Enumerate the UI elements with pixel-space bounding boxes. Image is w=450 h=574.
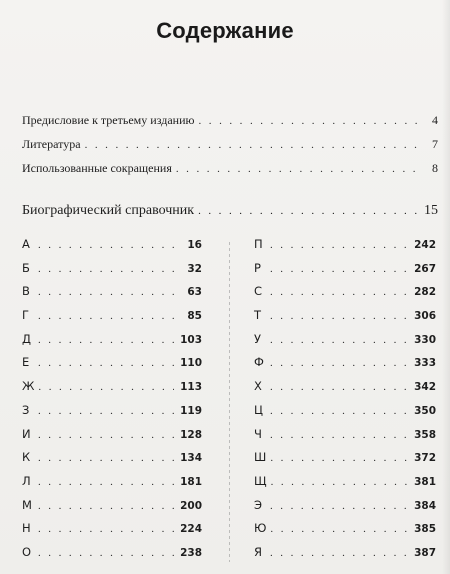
toc-entry-page: 4 <box>432 113 438 127</box>
dot-leader <box>270 429 408 441</box>
dot-leader <box>270 523 408 535</box>
section-heading: Биографический справочник <box>22 203 195 218</box>
dot-leader <box>270 310 408 322</box>
letter-page: 16 <box>187 239 202 251</box>
letter-label: П <box>254 237 263 251</box>
letter-entry[interactable] <box>22 474 202 498</box>
letter-entry[interactable] <box>254 332 436 356</box>
letter-page: 224 <box>180 523 202 536</box>
letter-page: 358 <box>414 428 436 441</box>
letters-column-right <box>254 237 436 569</box>
letter-entry[interactable] <box>254 308 436 332</box>
letter-label: Ф <box>254 355 264 370</box>
letter-page: 63 <box>187 286 202 299</box>
dot-leader <box>270 381 408 393</box>
letter-page: 387 <box>414 546 436 559</box>
letter-page: 330 <box>414 333 436 346</box>
dot-leader <box>270 263 408 275</box>
letter-label: Ж <box>22 379 35 394</box>
letter-entry[interactable] <box>22 261 202 285</box>
dot-leader <box>38 381 174 393</box>
letter-label: Э <box>254 497 263 512</box>
letter-entry[interactable] <box>254 450 436 474</box>
dot-leader <box>270 334 408 346</box>
letter-label: Т <box>254 308 262 323</box>
toc-entry-page: 7 <box>432 137 438 151</box>
dot-leader <box>270 357 408 369</box>
letter-label: А <box>22 237 30 251</box>
letter-page: 333 <box>414 357 436 370</box>
letter-entry[interactable] <box>254 474 436 498</box>
letter-page: 282 <box>414 286 436 299</box>
letter-label: Л <box>22 473 31 488</box>
dot-leader <box>271 476 408 488</box>
dot-leader <box>270 239 408 251</box>
dot-leader <box>38 547 174 559</box>
letter-page: 372 <box>414 452 436 465</box>
letters-column-left <box>22 237 202 569</box>
letter-entry[interactable] <box>254 355 436 379</box>
dot-leader <box>270 405 408 417</box>
letter-label: И <box>22 426 31 441</box>
dot-leader <box>38 239 174 251</box>
dot-leader <box>38 357 174 369</box>
dot-leader <box>176 163 422 175</box>
letter-label: В <box>22 284 30 299</box>
letter-label: У <box>254 331 262 346</box>
letter-entry[interactable] <box>22 521 202 545</box>
dot-leader <box>38 500 174 512</box>
letter-page: 238 <box>180 546 202 559</box>
dot-leader <box>270 500 408 512</box>
dot-leader <box>38 263 174 275</box>
letter-label: Г <box>22 308 30 323</box>
dot-leader <box>38 286 174 298</box>
toc-entry-label: Литература <box>22 137 81 151</box>
toc-entry-literature[interactable] <box>22 137 438 161</box>
letter-label: М <box>22 497 32 512</box>
dot-leader <box>270 547 408 559</box>
letter-label: Ц <box>254 402 263 417</box>
letter-page: 381 <box>414 475 436 488</box>
letter-entry[interactable] <box>22 545 202 569</box>
letter-label: Н <box>22 521 31 536</box>
letter-entry[interactable] <box>254 545 436 569</box>
letter-page: 110 <box>180 357 202 370</box>
letter-label: О <box>22 544 32 559</box>
dot-leader <box>38 405 174 417</box>
letter-entry[interactable] <box>254 498 436 522</box>
dot-leader <box>38 310 174 322</box>
letter-label: Я <box>254 544 262 559</box>
letter-label: Ч <box>254 426 262 441</box>
dot-leader <box>85 139 422 151</box>
dot-leader <box>38 476 174 488</box>
section-page: 15 <box>424 203 438 218</box>
toc-entry-abbreviations[interactable] <box>22 161 438 185</box>
front-matter-list <box>22 113 438 185</box>
toc-entry-label: Предисловие к третьему изданию <box>22 113 195 127</box>
toc-entry-page: 8 <box>432 161 438 175</box>
letter-entry[interactable] <box>22 427 202 451</box>
letter-page: 119 <box>180 404 202 417</box>
page-title: Содержание <box>156 18 294 43</box>
letter-entry[interactable] <box>254 379 436 403</box>
letter-page: 32 <box>187 262 202 275</box>
dot-leader <box>38 334 174 346</box>
letter-entry[interactable] <box>22 379 202 403</box>
dot-leader <box>38 429 174 441</box>
letter-label: К <box>22 450 31 465</box>
letter-entry[interactable] <box>254 261 436 285</box>
dot-leader <box>270 452 408 464</box>
dot-leader <box>38 452 174 464</box>
letter-page: 342 <box>414 381 436 394</box>
letter-page: 128 <box>180 428 202 441</box>
letter-entry[interactable] <box>22 284 202 308</box>
letter-page: 306 <box>414 310 436 323</box>
letter-label: Щ <box>254 473 267 488</box>
toc-entry-label: Использованные сокращения <box>22 161 172 175</box>
letter-page: 85 <box>187 310 202 323</box>
toc-entry-biographical[interactable] <box>22 203 438 219</box>
letter-page: 350 <box>414 404 436 417</box>
letter-page: 200 <box>180 499 202 512</box>
toc-entry-preface[interactable] <box>22 113 438 137</box>
letter-page: 134 <box>180 452 202 465</box>
letter-entry[interactable] <box>22 308 202 332</box>
letter-page: 267 <box>414 262 436 275</box>
page-edge-shadow <box>442 0 450 574</box>
letter-label: Е <box>22 355 30 370</box>
letter-page: 384 <box>414 499 436 512</box>
dot-leader <box>198 205 420 217</box>
letter-label: З <box>22 402 30 417</box>
dot-leader <box>270 286 408 298</box>
letter-page: 103 <box>180 333 202 346</box>
letter-entry[interactable] <box>22 403 202 427</box>
letter-page: 181 <box>180 475 202 488</box>
letter-label: Ю <box>254 521 267 536</box>
letter-entry[interactable] <box>254 237 436 261</box>
letter-page: 242 <box>414 239 436 251</box>
letter-entry[interactable] <box>22 450 202 474</box>
letter-page: 385 <box>414 523 436 536</box>
letter-entry[interactable] <box>254 284 436 308</box>
letter-entry[interactable] <box>254 521 436 545</box>
column-divider <box>229 242 230 562</box>
letter-entry[interactable] <box>22 498 202 522</box>
letter-label: Ш <box>254 450 267 465</box>
letter-label: Д <box>22 331 31 346</box>
letter-entry[interactable] <box>22 355 202 379</box>
letter-label: Б <box>22 260 30 275</box>
letter-label: Р <box>254 260 261 275</box>
letter-label: Х <box>254 379 262 394</box>
letter-page: 113 <box>180 381 202 394</box>
letter-label: С <box>254 284 263 299</box>
letter-entry[interactable] <box>254 403 436 427</box>
dot-leader <box>198 115 422 127</box>
letter-entry[interactable] <box>22 332 202 356</box>
letter-entry[interactable] <box>254 427 436 451</box>
dot-leader <box>38 523 174 535</box>
letter-entry[interactable] <box>22 237 202 261</box>
